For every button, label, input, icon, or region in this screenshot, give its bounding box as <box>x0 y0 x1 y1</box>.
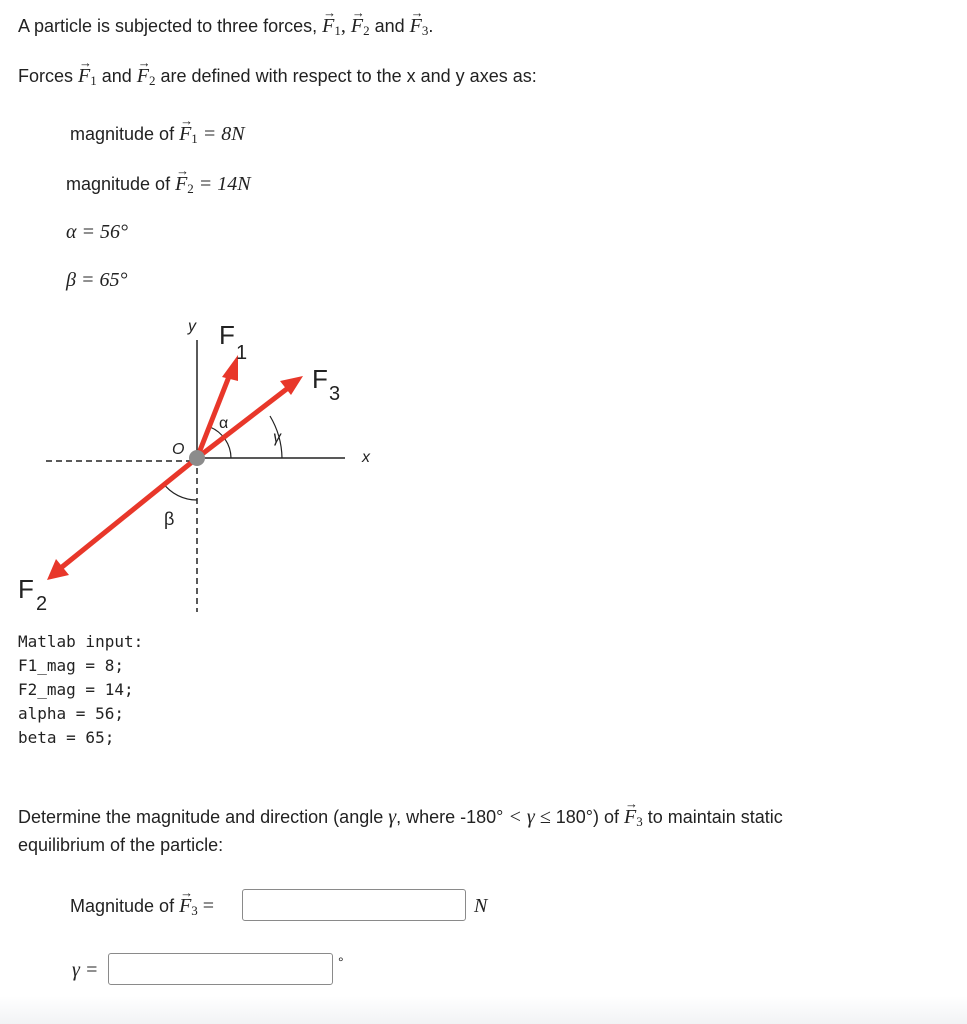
magnitude-input[interactable] <box>242 889 466 921</box>
f2-label: F <box>18 574 34 604</box>
f2-symbol: → $F_2$ <box>137 64 156 93</box>
f2-symbol: → $F_2$ <box>351 14 370 43</box>
matlab-heading: Matlab input: <box>18 632 144 651</box>
matlab-line: beta = 65; <box>18 728 115 747</box>
matlab-line: F1_mag = 8; <box>18 656 124 675</box>
given-f1-magnitude: magnitude of → $F_1 = 8N$ <box>70 122 245 151</box>
f2-arrow <box>47 458 197 580</box>
magnitude-unit: N <box>474 895 488 917</box>
gamma-label: γ = <box>72 959 99 981</box>
f1-symbol: → $F_1$ <box>78 64 97 93</box>
given-f2-magnitude: magnitude of → $F_2 = 14N$ <box>66 172 251 201</box>
gamma-input[interactable] <box>108 953 333 985</box>
y-axis-label: y <box>188 318 196 335</box>
f1-symbol: → $F_1$ <box>322 14 341 43</box>
f1-label: F <box>219 320 235 350</box>
gamma-unit: ° <box>338 954 344 970</box>
f3-symbol: → $F_3$ <box>624 805 643 834</box>
f3-symbol: → $F_3$ <box>410 14 429 43</box>
beta-label: β <box>164 509 175 529</box>
alpha-label: α <box>219 415 229 432</box>
gamma-label: γ <box>273 429 281 446</box>
given-beta: β = 65° <box>66 269 128 291</box>
page-footer-shade <box>0 996 967 1024</box>
given-alpha: α = 56° <box>66 221 128 243</box>
origin-point <box>189 450 205 466</box>
x-axis-label: x <box>362 449 370 466</box>
f2-subscript: 2 <box>36 593 48 615</box>
question-line-1: Determine the magnitude and direction (angle γ, where -180° < γ ≤ 180°) of → $F_3$ to maintain static <box>18 805 783 834</box>
matlab-input-block <box>18 630 143 750</box>
f1-subscript: 1 <box>236 342 248 364</box>
intro-line-2: Forces → $F_1$ and → $F_2$ are defined with respect to the x and y axes as: <box>18 64 537 93</box>
question-line-2: equilibrium of the particle: <box>18 835 224 855</box>
matlab-line: alpha = 56; <box>18 704 124 723</box>
f3-symbol: → $F_3$ <box>179 894 198 923</box>
f3-label: F <box>312 364 328 394</box>
magnitude-label: Magnitude of → $F_3$ = <box>70 894 214 923</box>
f2-symbol: → $F_2$ <box>175 172 194 201</box>
f1-symbol: → $F_1$ <box>179 122 198 151</box>
intro-line-1: A particle is subjected to three forces, → $F_1$, → $F_2$ and → $F_3$. <box>18 14 433 43</box>
beta-arc <box>163 483 197 500</box>
f3-subscript: 3 <box>329 383 341 405</box>
matlab-line: F2_mag = 14; <box>18 680 134 699</box>
origin-label: O <box>172 441 185 458</box>
